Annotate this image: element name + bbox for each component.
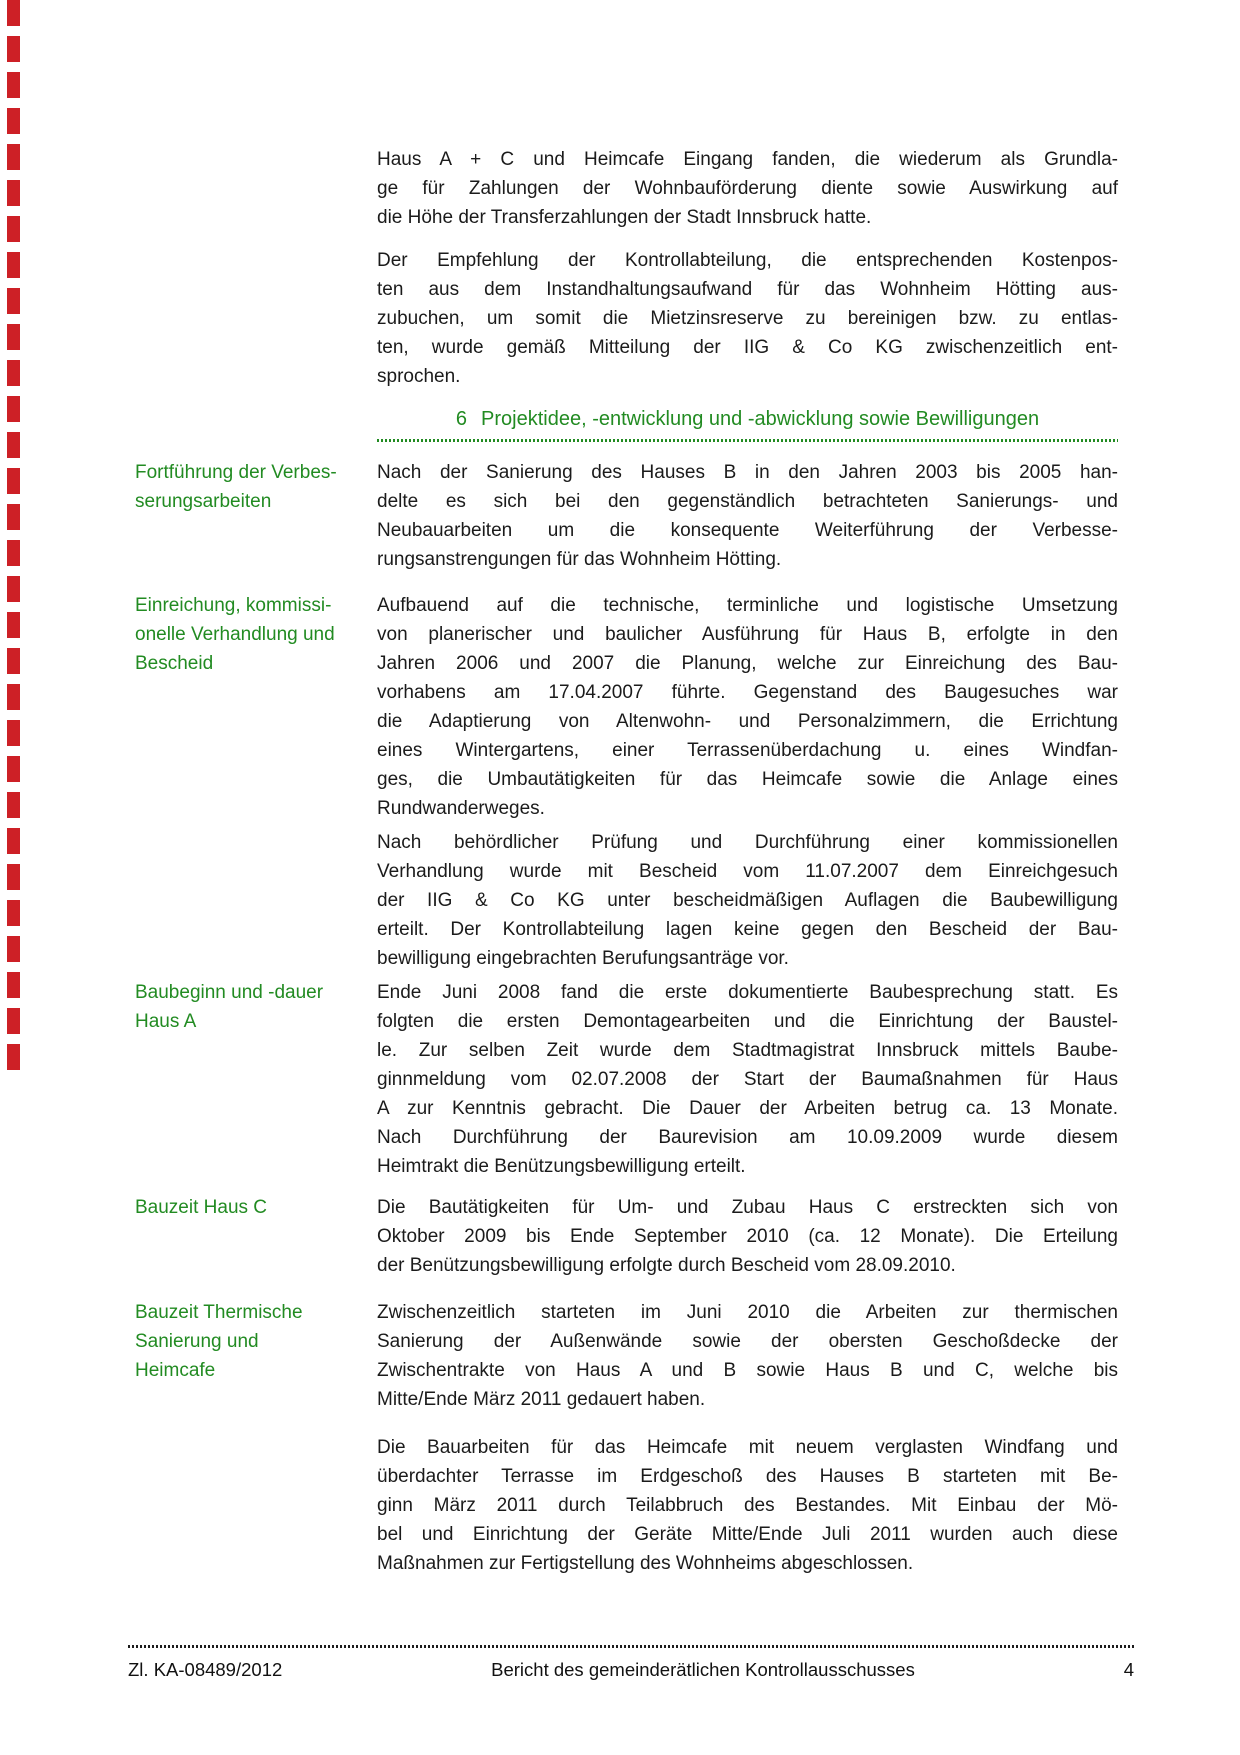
paragraph-line: Maßnahmen zur Fertigstellung des Wohnheims abgeschlossen. (377, 1553, 914, 1574)
paragraph-line: Der Empfehlung der Kontrollabteilung, die entsprechenden Kostenpos- (377, 250, 1118, 271)
paragraph-line: delte es sich bei den gegenständlich betrachteten Sanierungs- und (377, 491, 1118, 512)
margin-label-line: Haus A (135, 1011, 197, 1032)
paragraph-line: Jahren 2006 und 2007 die Planung, welche zur Einreichung des Bau- (377, 653, 1118, 674)
paragraph-line: erteilt. Der Kontrollabteilung lagen keine gegen den Bescheid der Bau- (377, 919, 1118, 940)
margin-label (135, 591, 367, 678)
paragraph-line: der IIG & Co KG unter bescheidmäßigen Auflagen die Baubewilligung (377, 890, 1118, 911)
footer-row (128, 1658, 1134, 1682)
paragraph-line: bel und Einrichtung der Geräte Mitte/Ende Juli 2011 wurden auch diese (377, 1524, 1118, 1545)
margin-label-line: Sanierung und (135, 1331, 259, 1352)
paragraph-line: le. Zur selben Zeit wurde dem Stadtmagistrat Innsbruck mittels Baube- (377, 1040, 1118, 1061)
margin-label-line: onelle Verhandlung und (135, 624, 335, 645)
margin-label (135, 1193, 367, 1222)
paragraph-line: rungsanstrengungen für das Wohnheim Hötting. (377, 549, 782, 570)
footer-dotted-rule (128, 1645, 1134, 1648)
paragraph (377, 1298, 1118, 1414)
section-heading-title: Projektidee, -entwicklung und -abwicklung sowie Bewilligungen (481, 408, 1040, 430)
paragraph-line: Zwischentrakte von Haus A und B sowie Haus B und C, welche bis (377, 1360, 1118, 1381)
paragraph-line: ge für Zahlungen der Wohnbauförderung diente sowie Auswirkung auf (377, 178, 1118, 199)
paragraph-line: Zwischenzeitlich starteten im Juni 2010 die Arbeiten zur thermischen (377, 1302, 1118, 1323)
paragraph-line: ges, die Umbautätigkeiten für das Heimcafe sowie die Anlage eines (377, 769, 1118, 790)
margin-label-line: Bauzeit Haus C (135, 1197, 268, 1218)
revision-change-bar (7, 0, 20, 1072)
paragraph-line: Verhandlung wurde mit Bescheid vom 11.07.2007 dem Einreichgesuch (377, 861, 1118, 882)
paragraph-line: Nach Durchführung der Baurevision am 10.09.2009 wurde diesem (377, 1127, 1118, 1148)
paragraph-line: ten, wurde gemäß Mitteilung der IIG & Co KG zwischenzeitlich ent- (377, 337, 1118, 358)
margin-label (135, 1298, 367, 1385)
paragraph-line: vorhabens am 17.04.2007 führte. Gegenstand des Baugesuches war (377, 682, 1118, 703)
paragraph-line: ginnmeldung vom 02.07.2008 der Start der Baumaßnahmen für Haus (377, 1069, 1118, 1090)
paragraph-line: Die Bauarbeiten für das Heimcafe mit neuem verglasten Windfang und (377, 1437, 1118, 1458)
paragraph-line: Heimtrakt die Benützungsbewilligung erteilt. (377, 1156, 746, 1177)
paragraph-line: bewilligung eingebrachten Berufungsanträge vor. (377, 948, 789, 969)
paragraph-line: die Adaptierung von Altenwohn- und Personalzimmern, die Errichtung (377, 711, 1118, 732)
footer-page-number: 4 (1123, 1659, 1134, 1680)
margin-label-line: Baubeginn und -dauer (135, 982, 324, 1003)
paragraph-line: Nach behördlicher Prüfung und Durchführung einer kommissionellen (377, 832, 1118, 853)
margin-label (135, 458, 367, 516)
paragraph-line: eines Wintergartens, einer Terrassenüberdachung u. eines Windfan- (377, 740, 1118, 761)
paragraph-line: Rundwanderweges. (377, 798, 545, 819)
paragraph-line: zubuchen, um somit die Mietzinsreserve zu bereinigen bzw. zu entlas- (377, 308, 1118, 329)
paragraph-line: Sanierung der Außenwände sowie der obersten Geschoßdecke der (377, 1331, 1118, 1352)
margin-label-line: Einreichung, kommissi- (135, 595, 332, 616)
footer-reference: Zl. KA-08489/2012 (128, 1659, 283, 1680)
paragraph-line: sprochen. (377, 366, 461, 387)
paragraph-line: Aufbauend auf die technische, terminliche und logistische Umsetzung (377, 595, 1118, 616)
paragraph-line: ten aus dem Instandhaltungsaufwand für das Wohnheim Hötting aus- (377, 279, 1118, 300)
margin-label-line: Fortführung der Verbes- (135, 462, 337, 483)
footer-report-title: Bericht des gemeinderätlichen Kontrollausschusses (491, 1659, 915, 1680)
paragraph-line: Mitte/Ende März 2011 gedauert haben. (377, 1389, 706, 1410)
paragraph-line: der Benützungsbewilligung erfolgte durch Bescheid vom 28.09.2010. (377, 1255, 956, 1276)
paragraph-line: A zur Kenntnis gebracht. Die Dauer der Arbeiten betrug ca. 13 Monate. (377, 1098, 1118, 1119)
margin-label-line: Bescheid (135, 653, 214, 674)
paragraph (377, 978, 1118, 1181)
page-footer (128, 1645, 1134, 1682)
margin-label-line: Heimcafe (135, 1360, 216, 1381)
paragraph (377, 145, 1118, 232)
margin-label (135, 978, 367, 1036)
paragraph-line: von planerischer und baulicher Ausführung für Haus B, erfolgte in den (377, 624, 1118, 645)
paragraph-line: überdachter Terrasse im Erdgeschoß des Hauses B starteten mit Be- (377, 1466, 1118, 1487)
paragraph (377, 1433, 1118, 1578)
paragraph (377, 246, 1118, 391)
margin-label-line: serungsarbeiten (135, 491, 272, 512)
section-heading (377, 405, 1118, 434)
paragraph (377, 591, 1118, 823)
paragraph (377, 1193, 1118, 1280)
section-heading-dotted-rule (377, 439, 1118, 442)
paragraph (377, 458, 1118, 574)
section-heading-number: 6 (455, 408, 468, 430)
paragraph-line: die Höhe der Transferzahlungen der Stadt Innsbruck hatte. (377, 207, 872, 228)
paragraph-line: folgten die ersten Demontagearbeiten und die Einrichtung der Baustel- (377, 1011, 1118, 1032)
paragraph-line: Neubauarbeiten um die konsequente Weiterführung der Verbesse- (377, 520, 1118, 541)
paragraph-line: Oktober 2009 bis Ende September 2010 (ca. 12 Monate). Die Erteilung (377, 1226, 1118, 1247)
margin-label-line: Bauzeit Thermische (135, 1302, 303, 1323)
paragraph-line: Ende Juni 2008 fand die erste dokumentierte Baubesprechung statt. Es (377, 982, 1118, 1003)
paragraph-line: Nach der Sanierung des Hauses B in den Jahren 2003 bis 2005 han- (377, 462, 1118, 483)
paragraph (377, 828, 1118, 973)
paragraph-line: ginn März 2011 durch Teilabbruch des Bestandes. Mit Einbau der Mö- (377, 1495, 1118, 1516)
paragraph-line: Haus A + C und Heimcafe Eingang fanden, die wiederum als Grundla- (377, 149, 1118, 170)
paragraph-line: Die Bautätigkeiten für Um- und Zubau Haus C erstreckten sich von (377, 1197, 1118, 1218)
